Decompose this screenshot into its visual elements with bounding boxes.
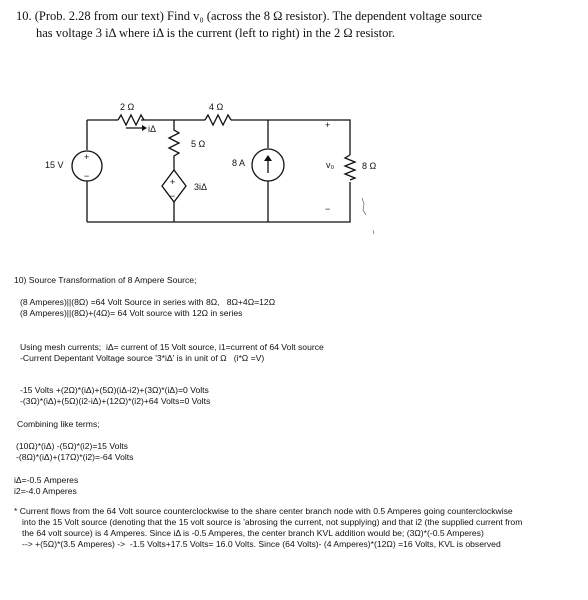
result-i-delta: iΔ=-0.5 Amperes <box>14 475 79 485</box>
wire-top-right <box>231 120 350 155</box>
vsource-minus: − <box>84 171 90 181</box>
conclusion-line-2: into the 15 Volt source (denoting that the 15 volt source is 'abrosing the current, not supplying) and that i2 (the supplied current from <box>22 517 523 527</box>
label-i-delta: iΔ <box>148 124 157 134</box>
dep-source-plus: + <box>170 177 176 187</box>
source-transform-line-1: (8 Amperes)||(8Ω) =64 Volt Source in series with 8Ω, 8Ω+4Ω=12Ω <box>20 297 276 307</box>
i-delta-arrow-head <box>142 125 147 131</box>
dep-source-minus: − <box>170 191 176 201</box>
result-i2: i2=-4.0 Amperes <box>14 486 77 496</box>
resistor-4-ohm <box>205 115 231 125</box>
mesh-note-line-1: Using mesh currents; iΔ= current of 15 Volt source, i1=current of 64 Volt source <box>20 342 324 352</box>
source-transform-line-2: (8 Amperes)||(8Ω)+(4Ω)= 64 Volt source with 12Ω in series <box>20 308 243 318</box>
vo-minus: − <box>325 204 331 214</box>
label-8a: 8 A <box>232 158 246 168</box>
kvl-equation-2: -(3Ω)*(iΔ)+(5Ω)(i2-iΔ)+(12Ω)*(i2)+64 Volts=0 Volts <box>20 396 211 406</box>
conclusion-line-4: --> +(5Ω)*(3.5 Amperes) -> -1.5 Volts+17.5 Volts= 16.0 Volts. Since (64 Volts)- (4 Amperes)*(12Ω) =16 Volts, KVL is observed <box>22 539 501 549</box>
pencil-marks <box>362 198 374 234</box>
conclusion-line-1: * Current flows from the 64 Volt source counterclockwise to the share center branch node with 0.5 Amperes going counterclockwise <box>14 506 513 516</box>
solution-heading: 10) Source Transformation of 8 Ampere Source; <box>14 275 197 285</box>
mesh-note-line-2: -Current Depentant Voltage source '3*iΔ' is in unit of Ω (i*Ω =V) <box>20 353 265 363</box>
wire-bottom <box>87 182 350 222</box>
vsource-plus: + <box>84 152 90 162</box>
conclusion-line-3: the 64 volt source) is 4 Amperes. Since iΔ is -0.5 Amperes, the center branch KVL addition would be; (3Ω)*(-0.5 Amperes) <box>22 528 484 538</box>
label-8-ohm: 8 Ω <box>362 161 377 171</box>
combined-equation-2: -(8Ω)*(iΔ)+(17Ω)*(i2)=-64 Volts <box>16 452 134 462</box>
problem-line-2: has voltage 3 iΔ where iΔ is the current (left to right) in the 2 Ω resistor. <box>36 26 395 40</box>
vo-plus: + <box>325 120 331 130</box>
circuit-diagram <box>0 0 588 260</box>
label-15v: 15 V <box>45 160 64 170</box>
problem-line-1: 10. (Prob. 2.28 from our text) Find v₀ (across the 8 Ω resistor). The dependent voltage source <box>16 9 483 23</box>
label-vo: v₀ <box>326 160 335 170</box>
label-4-ohm: 4 Ω <box>209 102 224 112</box>
resistor-8-ohm <box>345 155 355 180</box>
resistor-5-ohm <box>169 120 179 170</box>
combined-equation-1: (10Ω)*(iΔ) -(5Ω)*(i2)=15 Volts <box>16 441 128 451</box>
label-3i-delta: 3iΔ <box>194 182 208 192</box>
kvl-equation-1: -15 Volts +(2Ω)*(iΔ)+(5Ω)(iΔ-i2)+(3Ω)*(iΔ)=0 Volts <box>20 385 209 395</box>
current-arrow-head <box>264 155 272 161</box>
label-5-ohm: 5 Ω <box>191 139 206 149</box>
label-2-ohm: 2 Ω <box>120 102 135 112</box>
resistor-2-ohm <box>118 115 144 125</box>
combining-heading: Combining like terms; <box>17 419 100 429</box>
